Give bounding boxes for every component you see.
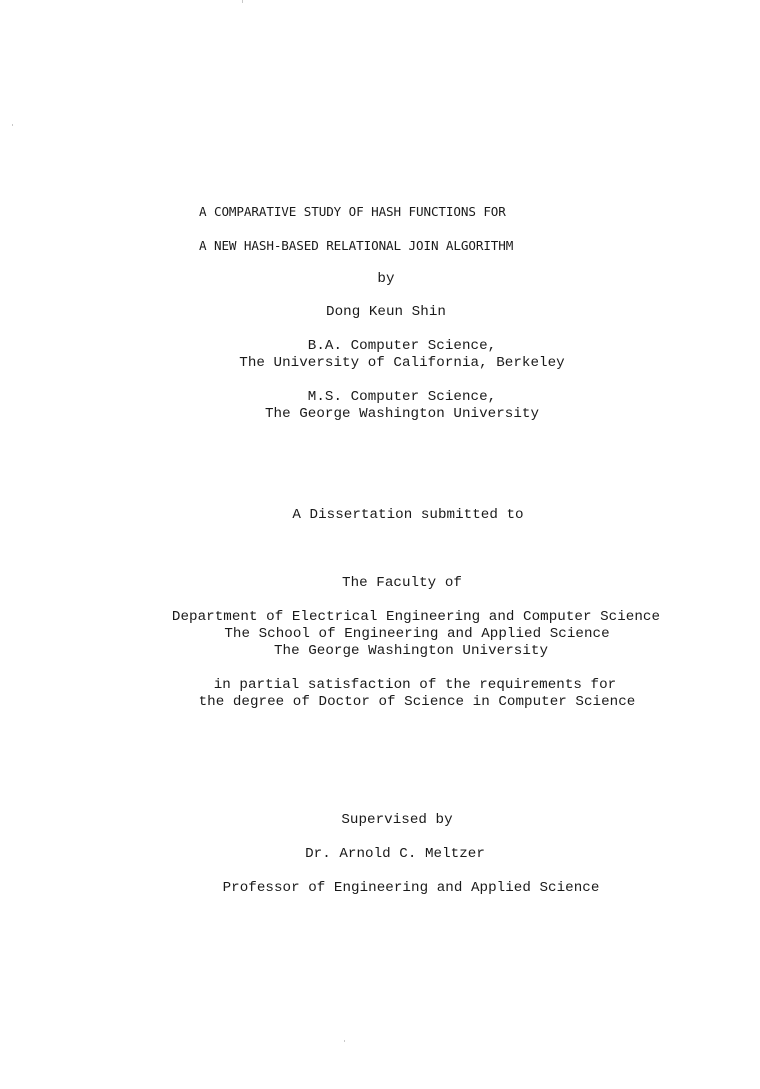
school-name: The School of Engineering and Applied Science [224, 626, 610, 642]
degree-2: M.S. Computer Science, [307, 389, 497, 405]
dissertation-title-line-2: A NEW HASH-BASED RELATIONAL JOIN ALGORITHM [199, 238, 514, 253]
faculty-label: The Faculty of [342, 575, 462, 591]
degree-2-institution: The George Washington University [264, 406, 540, 422]
degree-1-institution: The University of California, Berkeley [239, 355, 565, 371]
university-name: The George Washington University [273, 643, 549, 659]
author-name: Dong Keun Shin [326, 304, 446, 320]
scan-speck [344, 1040, 345, 1042]
degree-1: B.A. Computer Science, [307, 338, 497, 354]
supervised-by-label: Supervised by [341, 812, 453, 828]
dissertation-title-line-1: A COMPARATIVE STUDY OF HASH FUNCTIONS FOR [199, 204, 506, 219]
scan-speck [12, 124, 13, 126]
supervisor-title: Professor of Engineering and Applied Science [222, 880, 600, 896]
scan-speck [242, 0, 243, 3]
by-label: by [377, 271, 395, 287]
submission-statement: A Dissertation submitted to [292, 507, 524, 523]
requirements-line-2: the degree of Doctor of Science in Computer Science [198, 694, 636, 710]
department-name: Department of Electrical Engineering and Computer Science [171, 609, 661, 625]
requirements-line-1: in partial satisfaction of the requirements for [213, 677, 617, 693]
supervisor-name: Dr. Arnold C. Meltzer [305, 846, 485, 862]
